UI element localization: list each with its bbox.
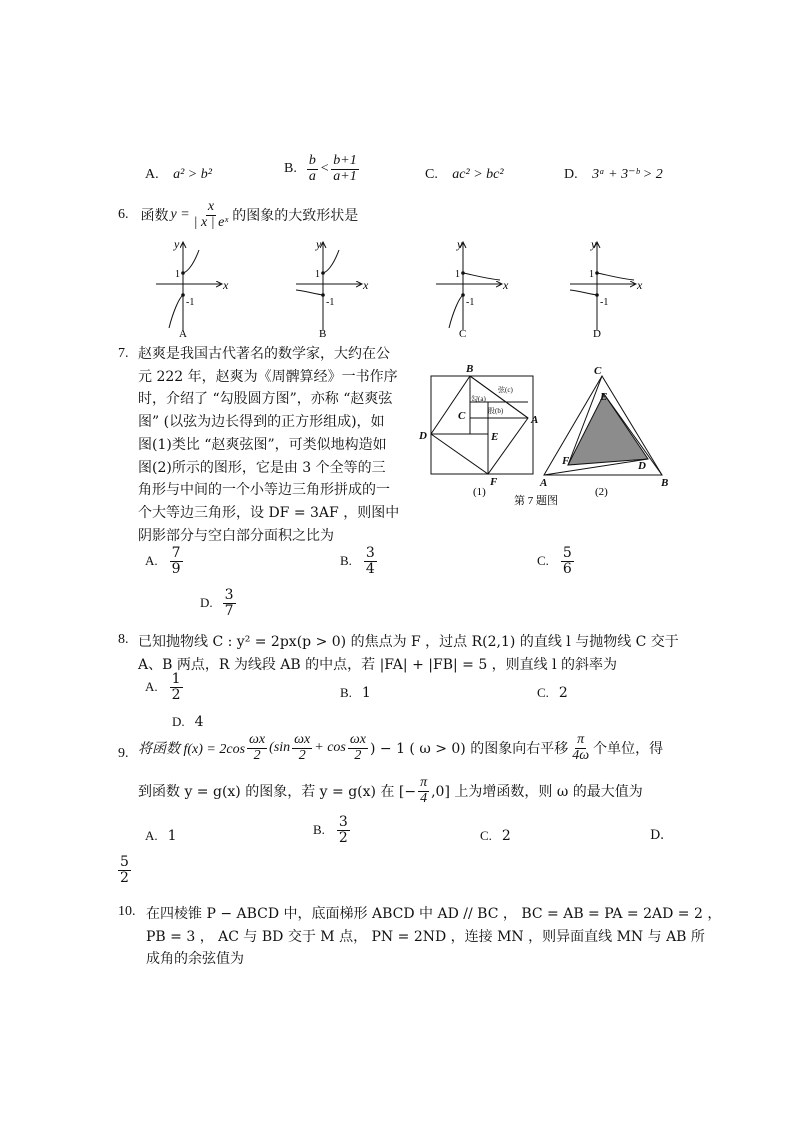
q9-option-a: A. 1 <box>145 828 177 844</box>
q6-c-neg-one: -1 <box>466 297 475 308</box>
q5-b-rel: < <box>319 161 330 177</box>
q6-a-one: 1 <box>175 269 180 280</box>
q5-option-b <box>284 154 361 184</box>
q6-d-neg-one: -1 <box>600 297 609 308</box>
q9-number: 9. <box>118 746 129 761</box>
svg-text:F: F <box>562 455 570 467</box>
q7-line: 赵爽是我国古代著名的数学家，大约在公 <box>138 346 390 362</box>
q5-d-expr: 3ᵃ + 3⁻ᵇ > 2 <box>592 167 663 182</box>
q6-a-neg-one: -1 <box>186 297 195 308</box>
q7-line: 时，介绍了 “勾股圆方图”，亦称 “赵爽弦 <box>138 391 393 408</box>
q6-b-one: 1 <box>315 269 320 280</box>
q6-fraction: $\frac{x}{\text{| x | eˣ}}$ <box>193 199 229 230</box>
q6-suffix: 的图象的大致形状是 <box>232 208 359 225</box>
svg-text:F: F <box>490 476 498 488</box>
q7-figure <box>410 358 690 508</box>
q9-option-d-label: D. <box>650 828 665 843</box>
q7-line: 元 222 年，赵爽为《周髀算经》一书作序 <box>138 368 398 385</box>
svg-text:E: E <box>491 431 499 443</box>
q7-stem <box>138 343 399 547</box>
svg-text:E: E <box>600 391 608 403</box>
q7-option-d: D. $\frac{3}{7}$ <box>200 587 234 619</box>
q9-option-d-value: $\frac{5}{2}$ <box>120 854 129 886</box>
q5-b-label: B. <box>284 161 297 177</box>
q10-line1: 在四棱锥 P − ABCD 中，底面梯形 ABCD 中 AD // BC ， BC = AB = PA = 2AD = 2 ， <box>146 906 722 922</box>
q5-a-expr: a² > b² <box>173 167 212 182</box>
q6-b-y-label: y <box>316 237 322 251</box>
q5-option-c <box>425 166 504 183</box>
q7-figure-2-caption: (2) <box>595 486 608 498</box>
q5-d-label: D. <box>564 167 578 182</box>
q6-graphs <box>0 230 794 342</box>
q8-option-d: D. 4 <box>172 714 204 730</box>
q6-b-caption: B <box>319 328 327 340</box>
q9-line1: 将函数 f(x) = 2cos $\frac{\omega x}{2}$ (sin $\frac{\omega x}{2}$ + cos $\frac{\omega x}{2}$ ) − 1 ( ω > 0) 的图象向右平移 $\frac{\pi}{4\omega}$ 个单位，得 <box>138 732 664 763</box>
q7-figure-1-side-labels <box>471 385 513 415</box>
q6-prefix: 函数 <box>140 208 169 225</box>
svg-text:勾(a): 勾(a) <box>471 395 486 403</box>
q6-graph-c <box>436 237 509 340</box>
q6-b-neg-one: -1 <box>326 297 335 308</box>
q7-option-a: A. $\frac{7}{9}$ <box>145 545 181 577</box>
q7-line: 角形与中间的一个小等边三角形拼成的一 <box>138 482 390 499</box>
q8-option-a: A. $\frac{1}{2}$ <box>145 671 181 703</box>
q6-a-y-label: y <box>174 237 180 251</box>
q7-line: 图” (以弦为边长得到的正方形组成)，如 <box>138 414 385 431</box>
q7-figure-1-caption: (1) <box>473 486 486 498</box>
svg-text:股(b): 股(b) <box>488 407 504 415</box>
q10-number: 10. <box>118 904 136 919</box>
q6-stem <box>118 200 358 230</box>
q6-a-x-label: x <box>223 278 229 292</box>
q6-b-x-label: x <box>363 278 369 292</box>
q5-b-rhs: $\frac{b+1}{a+1}$ <box>333 153 357 184</box>
q7-figure-1 <box>431 376 533 474</box>
q6-d-one: 1 <box>589 269 594 280</box>
svg-text:D: D <box>419 430 427 442</box>
q6-d-x-label: x <box>637 278 643 292</box>
q7-shaded-triangle <box>568 394 648 465</box>
q8-line2: A、B 两点，R 为线段 AB 的中点，若 |FA| + |FB| = 5 ，则直线 l 的斜率为 <box>138 657 618 673</box>
q6-number: 6. <box>118 207 129 223</box>
svg-text:B: B <box>661 477 669 489</box>
svg-text:C: C <box>594 365 602 377</box>
q8-number: 8. <box>118 632 129 647</box>
q9-option-b: B. $\frac{3}{2}$ <box>313 814 348 846</box>
q7-option-b: B. $\frac{3}{4}$ <box>340 545 375 577</box>
q8-option-b: B. 1 <box>340 685 371 701</box>
q10-line2: PB = 3 ， AC 与 BD 交于 M 点， PN = 2ND ，连接 MN ，则异面直线 MN 与 AB 所 <box>146 929 705 945</box>
q5-option-a <box>145 166 212 183</box>
svg-text:C: C <box>458 410 466 422</box>
svg-text:A: A <box>531 414 539 426</box>
q5-option-d <box>564 166 663 183</box>
q7-line: 图(2)所示的图形，它是由 3 个全等的三 <box>138 459 386 476</box>
q7-option-c: C. $\frac{5}{6}$ <box>537 545 572 577</box>
q6-d-caption: D <box>593 328 601 340</box>
q10-line3: 成角的余弦值为 <box>146 951 244 967</box>
svg-text:弦(c): 弦(c) <box>498 386 513 394</box>
q5-c-expr: ac² > bc² <box>452 167 504 182</box>
q6-graph-b <box>296 237 369 340</box>
q6-y-eq: y = <box>170 207 190 223</box>
q8-option-c: C. 2 <box>537 685 568 701</box>
svg-text:D: D <box>638 460 646 472</box>
q8-line1: 已知抛物线 C : y² = 2px(p > 0) 的焦点为 F ，过点 R(2,1) 的直线 l 与抛物线 C 交于 <box>138 634 679 650</box>
q6-d-y-label: y <box>591 237 597 251</box>
q7-figure-title: 第 7 题图 <box>514 495 558 507</box>
q6-c-y-label: y <box>457 237 463 251</box>
q5-b-lhs: $\frac{b}{a}$ <box>308 153 316 184</box>
q9-line2: 到函数 y = g(x) 的图象，若 y = g(x) 在 [− $\frac{\pi}{4}$ ,0] 上为增函数，则 ω 的最大值为 <box>138 775 643 806</box>
q5-a-label: A. <box>145 167 159 182</box>
q6-a-caption: A <box>179 328 187 340</box>
q5-c-label: C. <box>425 167 438 182</box>
q6-graph-a <box>156 237 229 340</box>
q6-c-one: 1 <box>455 269 460 280</box>
svg-text:B: B <box>466 363 474 375</box>
q7-line: 个大等边三角形，设 DF = 3AF ，则图中 <box>138 504 400 521</box>
q6-graph-d <box>570 237 643 340</box>
q7-line: 图(1)类比 “赵爽弦图”，可类似地构造如 <box>138 436 387 453</box>
q6-c-x-label: x <box>503 278 509 292</box>
q7-number: 7. <box>118 346 129 361</box>
q7-line: 阴影部分与空白部分面积之比为 <box>138 527 334 544</box>
q6-c-caption: C <box>459 328 467 340</box>
q9-option-c: C. 2 <box>480 828 511 844</box>
svg-text:A: A <box>540 477 548 489</box>
